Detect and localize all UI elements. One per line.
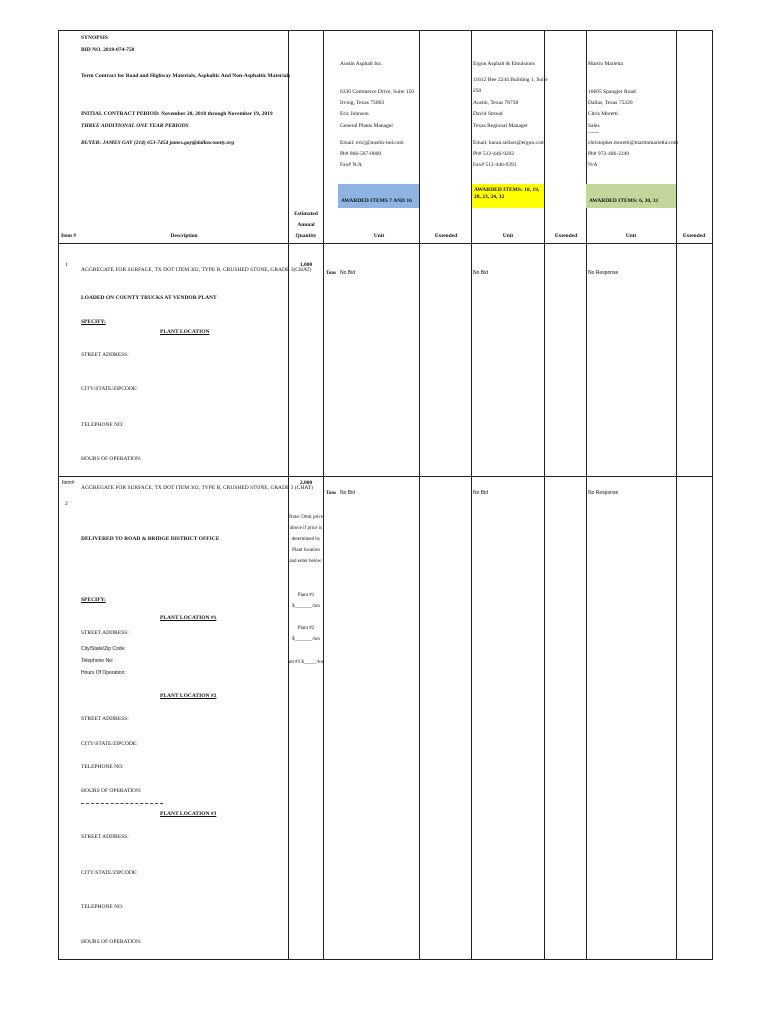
item-2-description: AGGREGATE FOR SURFACE, TX DOT ITEM 302, TYPE B, CRUSHED STONE, GRADE 3 (CHAT) [81,485,313,491]
item-2-uom: Tons [326,491,337,496]
column-divider [676,30,677,960]
item-2-delivered-note: DELIVERED TO ROAD & BRIDGE DISTRICT OFFICE [81,536,220,542]
item-2-street-address-2: STREET ADDRESS: [81,716,129,722]
item-1-city-state-zip: CITY/STATE/ZIPCODE: [81,386,138,392]
vendor-3-contact-title: Sales [588,123,600,129]
item-1-vendor-1-bid: No Bid [340,270,356,276]
vendor-3-email: christopher.moretti@martinmarietta.com [588,140,678,146]
item-1-plant-location: PLANT LOCATION [160,329,210,335]
item-2-price-note: determined by [291,537,321,542]
item-1-quantity: 1,000 [299,262,313,268]
vendor-3-awarded-items: AWARDED ITEMS: 6, 30, 31 [589,198,659,204]
vendor-2-phone: Ph# 512-446-9202 [473,151,515,157]
vendor-3-phone: Ph# 972-406-2240 [588,151,630,157]
column-header-description: Description [170,233,198,239]
item-2-hours-2-fill-line [81,803,163,804]
column-header-quantity: Annual [297,222,315,228]
item-2-plant-3-price: ant #3 $_____/ton [287,660,325,665]
vendor-2-contact-name: David Stroud [473,111,503,117]
renewal-periods: THREE ADDITIONAL ONE YEAR PERIODS [81,123,189,129]
vendor-2-fax: Fax# 512-446-9391 [473,162,517,168]
item-2-plant-2-price: Plant #2 [297,626,315,631]
vendor-1-phone: Ph# 866-567-0000 [340,151,382,157]
column-header-quantity: Quantity [295,233,317,239]
vendor-2-name: Ergon Asphalt & Emulsions [473,61,535,67]
item-2-telephone-3: TELEPHONE NO: [81,904,124,910]
vendor-2-email: Email: karan.sellars@ergon.com [473,140,546,146]
vendor-2-contact-title: Texas Regional Manager [473,123,528,129]
contract-period: INITIAL CONTRACT PERIOD: November 20, 2018 through November 19, 2019 [81,111,273,117]
item-1-description: AGGREGATE FOR SURFACE, TX DOT ITEM 302, TYPE B, CRUSHED STONE, GRADE 3(CHAT) [81,267,312,273]
item-2-telephone-1: Telephone No: [81,658,114,664]
column-divider [471,30,472,960]
vendor-2-address-line: 11612 Bee 2244 Building 1, Suite [473,77,548,83]
item-2-vendor-2-bid: No Bid [473,490,489,496]
item-1-hours: HOURS OF OPERATION: [81,456,142,462]
column-header-extended: Extended [554,233,578,239]
vendor-1-email: Email: ericj@austin-ind.com [340,140,404,146]
item-1-vendor-2-bid: No Bid [473,270,489,276]
vendor-2-address-line: 250 [473,88,482,94]
column-header-unit: Unit [502,233,514,239]
item-2-city-state-zip-3: CITY/STATE/ZIPCODE: [81,870,138,876]
vendor-1-name: Austin Asphalt Inc. [340,61,383,67]
contract-title: Term Contract for Road and Highway Materials, Asphaltic And Non-Asphaltic Materials [81,73,291,79]
column-divider [419,30,420,960]
item-2-price-note: and enter below: [289,559,323,564]
vendor-2-address-line: Austin, Texas 78738 [473,100,519,106]
item-1-number: 1 [65,262,68,268]
item-1-street-address: STREET ADDRESS: [81,352,129,358]
item-2-hours-1: Hours Of Operation: [81,670,126,676]
vendor-3-fax: N/A [588,162,598,168]
item-2-plant-location-3: PLANT LOCATION #3 [160,811,217,817]
buyer-info: BUYER: JAMES GAY (214) 653-7454 james.gay@dallascounty.org [81,140,235,146]
item-2-vendor-3-bid: No Response [588,490,619,496]
item-2-plant-1-price: $_______/ton [292,604,320,609]
item-2-city-state-zip-1: City/State/Zip Code: [81,646,126,652]
item-2-price-note: Note: Omit price [289,515,323,520]
bid-number: BID NO. 2018-074-750 [81,47,135,53]
item-2-hours-3: HOURS OF OPERATION: [81,939,142,945]
column-divider [323,30,324,960]
item-2-plant-2-price: $_______/ton [292,637,320,642]
item-2-city-state-zip-2: CITY/STATE/ZIPCODE: [81,741,138,747]
column-header-unit: Unit [373,233,385,239]
item-2-plant-1-price: Plant #1 [297,593,315,598]
item-separator [58,476,713,477]
item-2-plant-location-2: PLANT LOCATION #2 [160,693,217,699]
item-2-specify-label: SPECIFY: [81,597,106,603]
vendor-3-address-line: 10605 Spangler Road [588,89,636,95]
item-2-street-address-1: STREET ADDRESS: [81,630,129,636]
item-2-price-note: Plant location [292,548,320,553]
item-2-number-label: Item# [62,480,75,486]
item-2-vendor-1-bid: No Bid [340,490,356,496]
vendor-1-contact-title: General Plants Manager [340,123,394,129]
item-2-price-note: above if price is [289,526,323,531]
item-2-street-address-3: STREET ADDRESS: [81,834,129,840]
item-1-loaded-note: LOADED ON COUNTY TRUCKS AT VENDOR PLANT [81,295,217,301]
vendor-1-awarded-items: AWARDED ITEMS 7 AND 16 [341,198,412,204]
item-1-telephone: TELEPHONE NO: [81,422,124,428]
item-1-specify-label: SPECIFY: [81,319,106,325]
vendor-3-name: Martin Marietta [588,61,623,67]
column-divider [544,30,545,960]
column-divider [586,30,587,960]
vendor-2-awarded-items: AWARDED ITEMS: 18, 19, 20, 23, 24, 32 [474,187,540,201]
vendor-1-address-line: 6330 Commerce Drive, Suite 150 [340,89,415,95]
item-2-hours-2: HOURS OF OPERATION: [81,788,142,794]
column-divider [288,30,289,960]
synopsis-title: SYNOPSIS [81,35,108,41]
vendor-1-contact-name: Eric Johnson [340,111,369,117]
vendor-1-address-line: Irving, Texas 75063 [340,100,384,106]
vendor-1-fax: Fax# N/A [340,162,362,168]
vendor-3-separator: ------ [588,130,599,136]
header-separator [58,243,713,244]
column-header-quantity: Estimated [294,211,318,217]
column-header-extended: Extended [434,233,458,239]
vendor-3-contact-name: Chris Moretti [588,111,618,117]
item-1-uom: Tons [326,271,337,276]
item-2-telephone-2: TELEPHONE NO: [81,764,124,770]
item-1-vendor-3-bid: No Response [588,270,619,276]
column-header-item: Item # [61,233,77,239]
item-2-number: 2 [65,501,68,507]
item-2-quantity: 2,000 [299,480,313,486]
vendor-3-address-line: Dallas, Texas 75220 [588,100,633,106]
column-header-extended: Extended [682,233,706,239]
column-header-unit: Unit [625,233,637,239]
item-2-plant-location-1: PLANT LOCATION #1 [160,615,217,621]
